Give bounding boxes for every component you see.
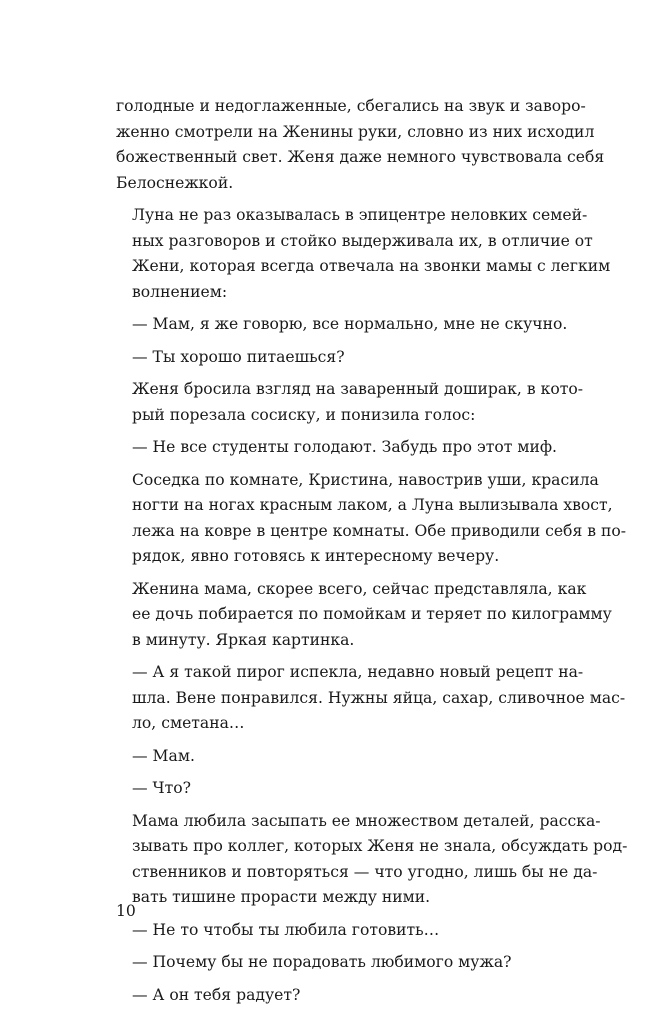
text-line: — Что? <box>132 779 191 797</box>
paragraph <box>116 377 583 428</box>
paragraph <box>116 435 558 461</box>
text-line: рый порезала сосиску, и понизила голос: <box>132 405 476 424</box>
text-line: ло, сметана… <box>132 714 245 732</box>
text-line: — А я такой пирог испекла, недавно новый рецепт на- <box>132 663 584 681</box>
paragraph <box>116 744 542 770</box>
text-line: — Мам, я же говорю, все нормально, мне не скучно. <box>132 315 568 333</box>
body-text <box>116 94 628 1015</box>
paragraph <box>116 983 542 1009</box>
text-line: Мама любила засыпать ее множеством деталей, расска- <box>132 811 601 830</box>
text-line: в минуту. Яркая картинка. <box>132 630 355 649</box>
text-line: Женя бросила взгляд на заваренный доширак, в кото- <box>132 380 583 398</box>
paragraph <box>116 918 542 944</box>
text-line: Женина мама, скорее всего, сейчас представляла, как <box>132 579 587 598</box>
text-line: ных разговоров и стойко выдерживала их, в отличие от <box>132 231 593 250</box>
text-line: — Почему бы не порадовать любимого мужа? <box>132 953 512 971</box>
text-line: лежа на ковре в центре комнаты. Обе приводили себя в по- <box>132 521 627 540</box>
text-line: ее дочь побирается по помойкам и теряет по килограмму <box>132 605 612 623</box>
paragraph <box>116 577 612 654</box>
text-line: Жени, которая всегда отвечала на звонки мамы с легким <box>132 257 611 275</box>
page-number: 10 <box>116 902 136 920</box>
paragraph <box>116 345 542 371</box>
paragraph <box>116 203 611 305</box>
text-line: — Мам. <box>132 746 195 765</box>
text-line: — А он тебя радует? <box>132 985 301 1004</box>
text-line: Луна не раз оказывалась в эпицентре неловких семей- <box>132 206 588 224</box>
text-line: рядок, явно готовясь к интересному вечеру. <box>132 547 500 565</box>
text-line: Белоснежкой. <box>116 173 234 192</box>
text-line: ногти на ногах красным лаком, а Луна вылизывала хвост, <box>132 496 613 514</box>
text-line: шла. Вене понравился. Нужны яйца, сахар, сливочное мас- <box>132 688 626 707</box>
text-line: — Не все студенты голодают. Забудь про этот миф. <box>132 438 558 456</box>
text-line: — Не то чтобы ты любила готовить… <box>132 920 440 939</box>
text-line: вать тишине прорасти между ними. <box>132 888 431 906</box>
text-line: зывать про коллег, которых Женя не знала, обсуждать род- <box>132 837 628 855</box>
text-line: — Ты хорошо питаешься? <box>132 347 345 366</box>
paragraph <box>116 776 542 802</box>
text-line: женно смотрели на Женины руки, словно из них исходил <box>116 122 595 141</box>
paragraph <box>116 94 605 196</box>
text-line: ственников и повторяться — что угодно, лишь бы не да- <box>132 862 598 881</box>
paragraph <box>116 468 627 570</box>
text-line: божественный свет. Женя даже немного чувствовала себя <box>116 148 605 166</box>
paragraph <box>116 809 628 911</box>
paragraph <box>116 950 542 976</box>
text-line: волнением: <box>132 282 228 301</box>
paragraph <box>116 312 568 338</box>
text-line: голодные и недоглаженные, сбегались на звук и заворо- <box>116 97 586 115</box>
text-line: Соседка по комнате, Кристина, навострив уши, красила <box>132 470 599 489</box>
paragraph <box>116 660 626 737</box>
